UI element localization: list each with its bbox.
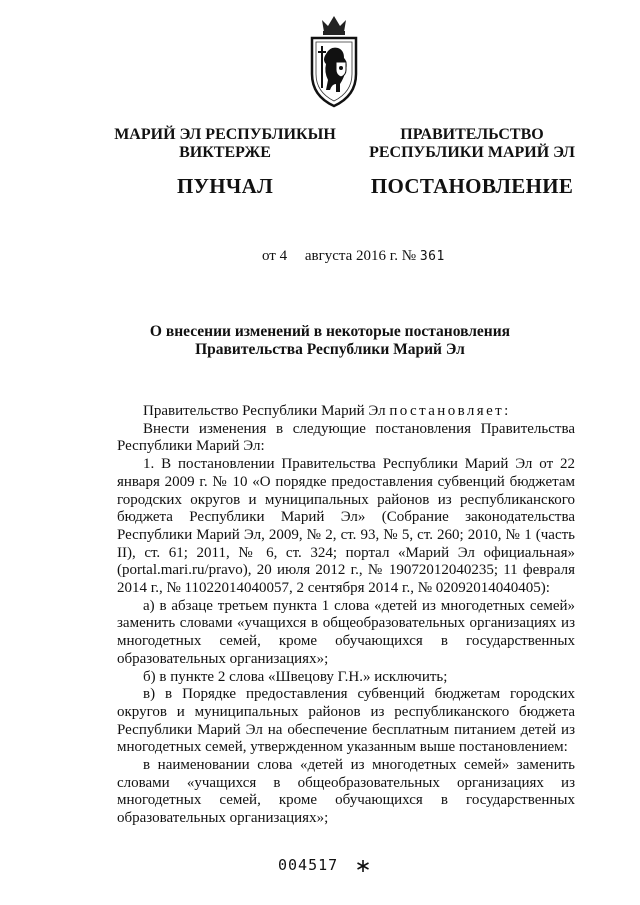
date-month-year: августа 2016 г. № bbox=[304, 248, 417, 264]
paragraph-5: б) в пункте 2 слова «Швецову Г.Н.» исключить; bbox=[143, 668, 448, 685]
paragraph-4: а) в абзаце третьем пункта 1 слова «детей из многодетных семей» заменить словами «учащихся в общеобразовательных организациях из многодетных семей, кроме обучающихся в государственных образовательных организациях»; bbox=[117, 597, 575, 667]
header-right-doc-type: ПОСТАНОВЛЕНИЕ bbox=[370, 174, 574, 198]
header-left-line2: ВИКТЕРЖЕ bbox=[179, 144, 271, 161]
document-body bbox=[117, 403, 575, 828]
paragraph-2: Внести изменения в следующие постановления Правительства Республики Марий Эл: bbox=[117, 420, 575, 455]
snowflake-stamp-icon bbox=[356, 859, 370, 873]
date-prefix: от bbox=[262, 248, 276, 264]
header-left-line1: МАРИЙ ЭЛ РЕСПУБЛИКЫН bbox=[114, 126, 336, 143]
paragraph-7: в наименовании слова «детей из многодетных семей» заменить словами «учащихся в общеобразовательных организациях из многодетных семей, кроме обучающихся в государственных образовательных организациях»; bbox=[117, 757, 575, 827]
header-right-line1: ПРАВИТЕЛЬСТВО bbox=[400, 126, 544, 143]
intro-spaced-word: постановляет: bbox=[389, 403, 511, 419]
header-right bbox=[352, 126, 592, 198]
title-line1: О внесении изменений в некоторые постановления bbox=[149, 323, 511, 340]
coat-of-arms-icon bbox=[306, 12, 362, 112]
intro-text: Правительство Республики Марий Эл bbox=[143, 403, 390, 419]
date-day: 4 bbox=[279, 248, 288, 264]
document-title bbox=[120, 323, 540, 359]
header-left bbox=[100, 126, 350, 198]
header-right-line2: РЕСПУБЛИКИ МАРИЙ ЭЛ bbox=[369, 144, 575, 161]
title-line2: Правительства Республики Марий Эл bbox=[195, 341, 465, 358]
document-date bbox=[262, 248, 445, 265]
paragraph-3: 1. В постановлении Правительства Республики Марий Эл от 22 января 2009 г. № 10 «О порядке предоставления субвенций бюджетам городских округов и муниципальных районов из республиканского бюджета Республики Марий Эл» (Собрание законодательства Республики Марий Эл, 2009, № 2, ст. 93, № 5, ст. 260; 2010, № 1 (часть II), ст. 61; 2011, № 6, ст. 324; портал «Марий Эл официальная» (portal.mari.ru/pravo), 20 июля 2012 г., № 19072012040235; 11 февраля 2014 г., № 11022014040057, 2 сентября 2014 г., № 02092014040405): bbox=[117, 456, 575, 597]
footer bbox=[278, 856, 370, 875]
footer-code: 004517 bbox=[278, 856, 339, 874]
paragraph-6: в) в Порядке предоставления субвенций бюджетам городских округов и муниципальных районов из республиканского бюджета Республики Марий Эл на обеспечение бесплатным питанием детей из многодетных семей, утвержденном указанным выше постановлением: bbox=[117, 686, 575, 756]
header-left-doc-type: ПУНЧАЛ bbox=[176, 174, 274, 198]
document-number: 361 bbox=[419, 249, 445, 264]
paragraph-intro bbox=[117, 403, 575, 421]
